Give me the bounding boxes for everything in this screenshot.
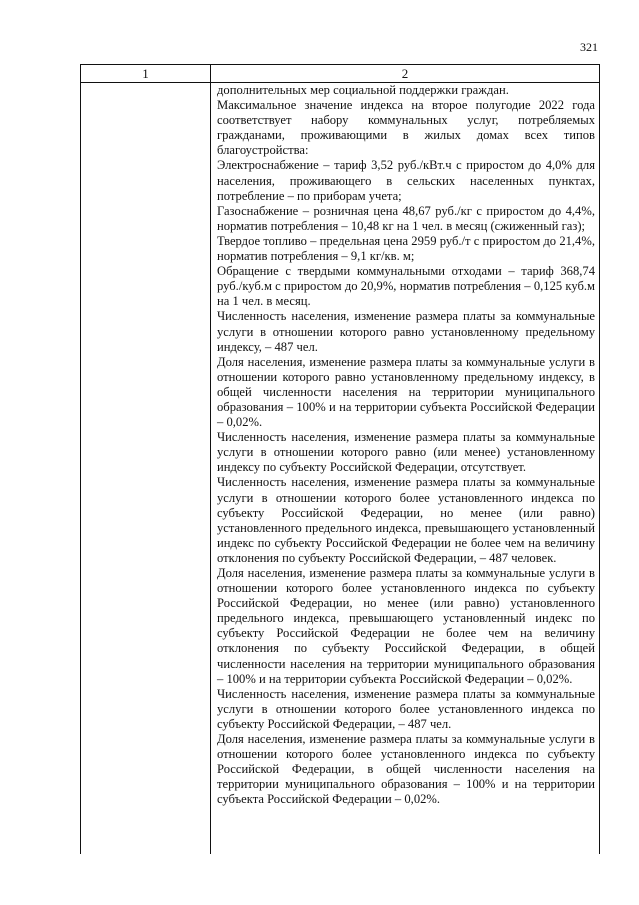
paragraph-population-between: Численность населения, изменение размера платы за коммунальные услуги в отношении которого более установленного индекса по субъекту Российской Федерации, но менее (или равно) установленного предельного индекса, превышающего установленный индекс по субъекту Российской Федерации не более чем на величину отклонения по субъекту Российской Федерации, – 487 человек. (217, 475, 595, 565)
paragraph-population-more: Численность населения, изменение размера платы за коммунальные услуги в отношении которого более установленного индекса по субъекту Российской Федерации, – 487 чел. (217, 686, 595, 731)
paragraph-solid-fuel: Твердое топливо – предельная цена 2959 руб./т с приростом до 21,4%, норматив потребления – 9,1 кг/кв. м; (217, 233, 595, 264)
paragraph-max-index: Максимальное значение индекса на второе полугодие 2022 года соответствует набору коммунальных услуг, потребляемых гражданами, проживающими в жилых домах всех типов благоустройства: (217, 98, 595, 158)
paragraph-population-equal: Численность населения, изменение размера платы за коммунальные услуги в отношении которого равно установленному предельному индексу, – 487 чел. (217, 309, 595, 354)
document-table (80, 64, 600, 854)
column-divider (210, 65, 211, 854)
paragraph-share-between: Доля населения, изменение размера платы за коммунальные услуги в отношении которого более установленного индекса по субъекту Российской Федерации, но менее (или равно) установленного предельного индекса, превышающего установленный индекс по субъекту Российской Федерации не более чем на величину отклонения по субъекту Российской Федерации, в общей численности населения на территории муниципального образования – 100% и на территории субъекта Российской Федерации – 0,02%. (217, 566, 595, 686)
paragraph-continuation: дополнительных мер социальной поддержки граждан. (217, 83, 509, 97)
table-header-row (81, 65, 599, 83)
paragraph-waste: Обращение с твердыми коммунальными отходами – тариф 368,74 руб./куб.м с приростом до 20,9%, норматив потребления – 0,125 куб.м на 1 чел. в месяц. (217, 264, 595, 309)
paragraph-electricity: Электроснабжение – тариф 3,52 руб./кВт.ч с приростом до 4,0% для населения, проживающего в сельских населенных пунктах, потребление – по приборам учета; (217, 158, 595, 203)
paragraph-share-equal: Доля населения, изменение размера платы за коммунальные услуги в отношении которого равно установленному предельному индексу, в общей численности населения на территории муниципального образования – 100% и на территории субъекта Российской Федерации – 0,02%. (217, 354, 595, 430)
paragraph-population-less: Численность населения, изменение размера платы за коммунальные услуги в отношении которого равно (или менее) установленному индексу по субъекту Российской Федерации, отсутствует. (217, 430, 595, 475)
column-header-2: 2 (401, 66, 409, 81)
page-number: 321 (580, 40, 598, 54)
column-header-1: 1 (142, 66, 149, 81)
column-2-content (217, 83, 595, 808)
paragraph-gas: Газоснабжение – розничная цена 48,67 руб./кг с приростом до 4,4%, норматив потребления – 10,48 кг на 1 чел. в месяц (сжиженный газ); (217, 203, 595, 233)
paragraph-share-more: Доля населения, изменение размера платы за коммунальные услуги в отношении которого более установленного индекса по субъекту Российской Федерации, в общей численности населения на территории муниципального образования – 100% и на территории субъекта Российской Федерации – 0,02%. (217, 732, 595, 807)
